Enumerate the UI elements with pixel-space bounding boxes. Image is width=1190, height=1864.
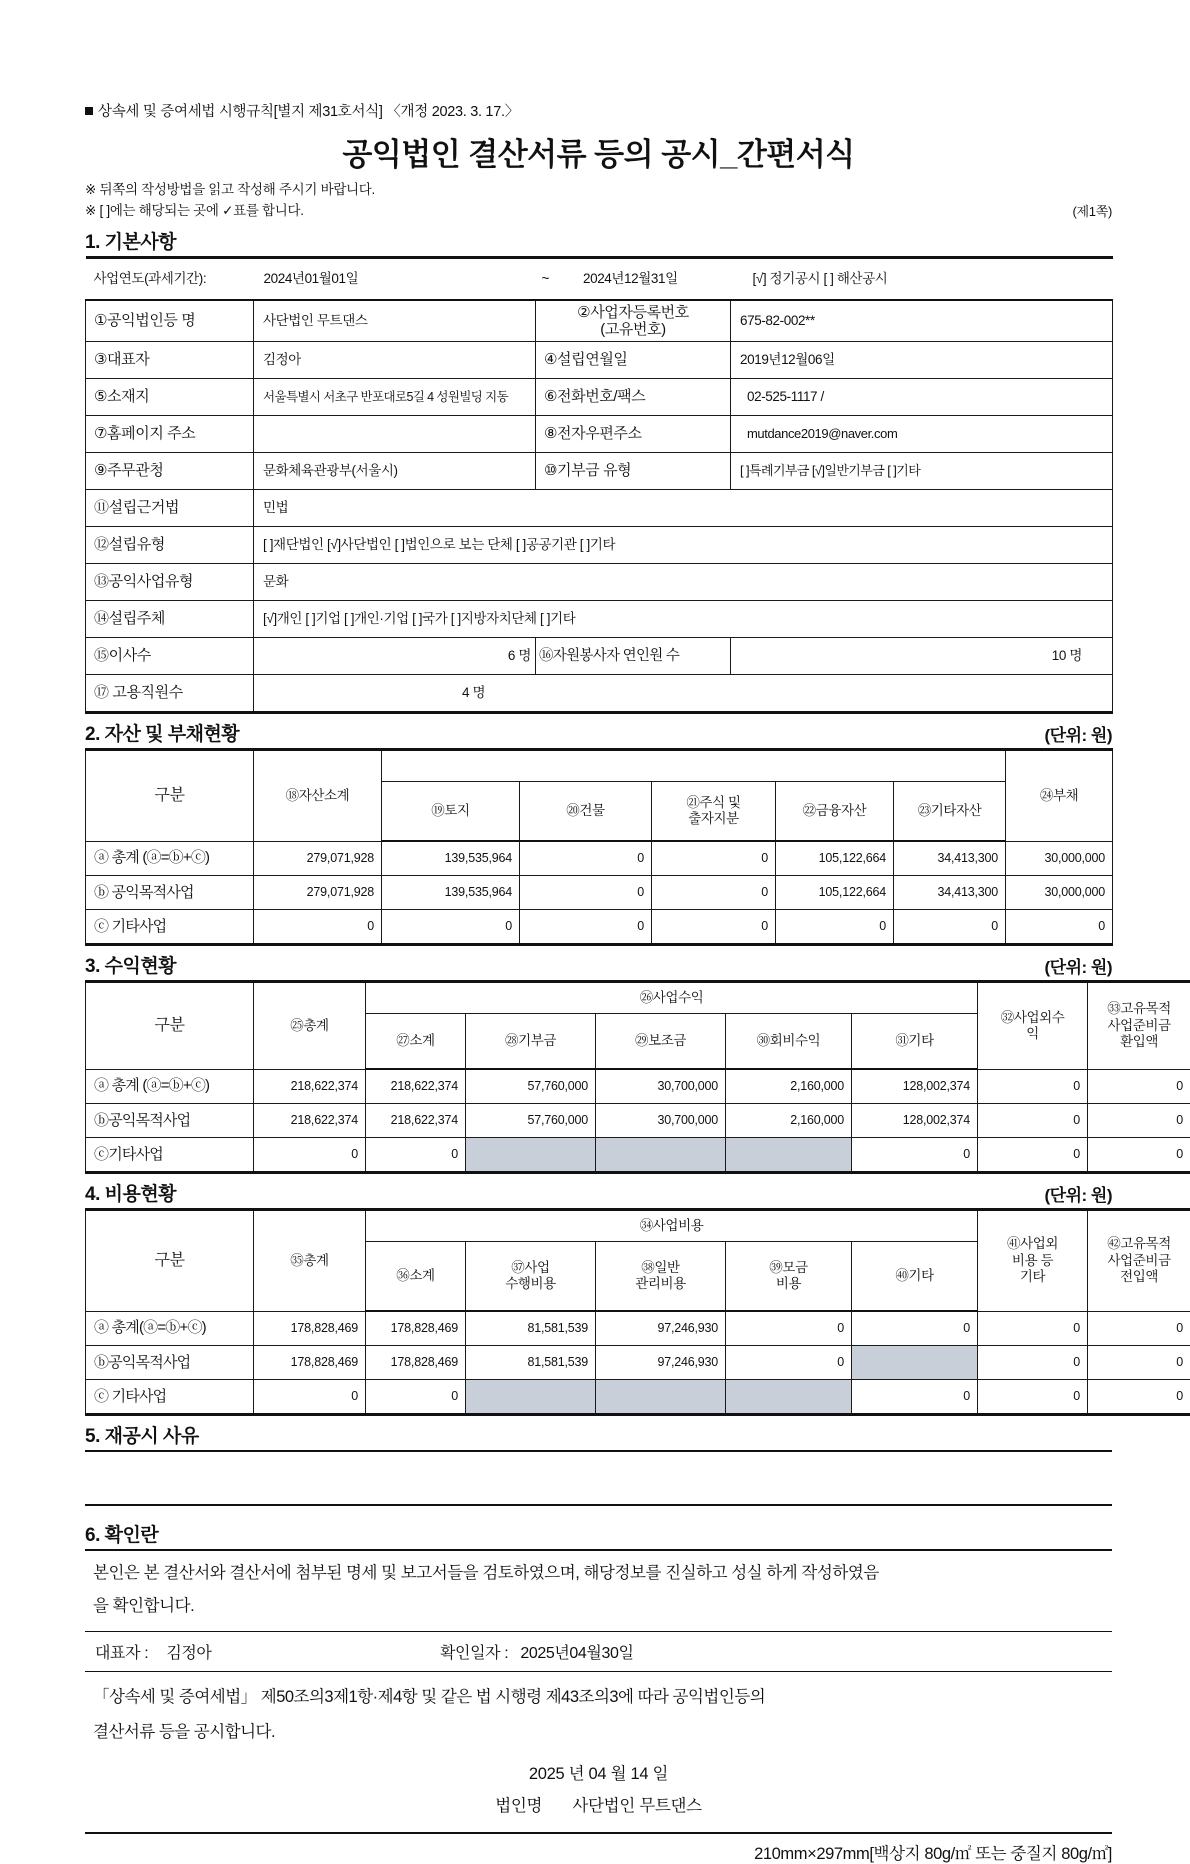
- bullet-square-icon: [85, 107, 93, 115]
- cell-value: 30,000,000: [1006, 876, 1113, 910]
- value-authority: 문화체육관광부(서울시): [254, 453, 536, 490]
- confirmation-statement-line2: 을 확인합니다.: [93, 1590, 1110, 1623]
- cell-value: 178,828,469: [366, 1346, 466, 1380]
- row-homepage: [86, 416, 1113, 453]
- header-assets-group: [382, 750, 1006, 782]
- section-6-label: 6. 확인란: [85, 1520, 158, 1547]
- cell-value: 0: [1088, 1138, 1190, 1173]
- section-4-unit: (단위: 원): [1045, 1181, 1112, 1206]
- cell-value: 0: [978, 1104, 1088, 1138]
- cell-value: 139,535,964: [382, 876, 520, 910]
- row-label-other-biz: ⓒ 기타사업: [86, 1380, 254, 1415]
- cell-value: 0: [978, 1346, 1088, 1380]
- section-4-label: 4. 비용현황: [85, 1179, 176, 1206]
- header-division: 구분: [86, 750, 254, 842]
- table-row: [86, 1138, 1190, 1173]
- row-public-biz-type: [86, 564, 1113, 601]
- cell-value: 178,828,469: [254, 1311, 366, 1346]
- header-admin-cost-line2: 관리비용: [601, 1276, 720, 1292]
- table-row: [86, 1346, 1190, 1380]
- header-business-income: ㉖사업수익: [366, 982, 978, 1014]
- header-non-business-income: [978, 982, 1088, 1070]
- cell-value: 0: [520, 841, 652, 876]
- header-expense-total: ㉟총계: [254, 1210, 366, 1312]
- section-2-unit: (단위: 원): [1045, 721, 1112, 746]
- header-exec-cost: [466, 1242, 596, 1312]
- header-land: ⑲토지: [382, 782, 520, 842]
- confirm-date-value: 2025년04월30일: [520, 1645, 633, 1662]
- header-reserve-reversal-line2: 사업준비금: [1093, 1018, 1185, 1034]
- row-label-public-purpose: ⓑ 공익목적사업: [86, 876, 254, 910]
- table-row: [86, 1380, 1190, 1415]
- row-employees: [86, 675, 1113, 713]
- cell-value: 218,622,374: [254, 1104, 366, 1138]
- cell-value: 57,760,000: [466, 1069, 596, 1104]
- cell-value: 0: [652, 910, 776, 945]
- cell-value: 0: [1006, 910, 1113, 945]
- cell-value: 0: [852, 1311, 978, 1346]
- label-employees-count: ⑰ 고용직원수: [86, 675, 254, 713]
- label-address: ⑤소재지: [86, 379, 254, 416]
- row-law-basis: [86, 490, 1113, 527]
- row-label-total: ⓐ 총계(ⓐ=ⓑ+ⓒ): [86, 1311, 254, 1346]
- value-address: 서울특별시 서초구 반포대로5길 4 성원빌딩 지동: [254, 379, 536, 416]
- cell-value: 97,246,930: [596, 1346, 726, 1380]
- label-founder: ⑭설립주체: [86, 601, 254, 638]
- header-reserve-reversal-line1: ㉝고유목적: [1093, 1001, 1185, 1017]
- section-4-title: [85, 1179, 1112, 1208]
- section-3-title: [85, 951, 1112, 980]
- value-volunteers-count: 10 명: [731, 638, 1113, 675]
- representative-label: 대표자 :: [95, 1645, 148, 1662]
- cell-value: 30,700,000: [596, 1069, 726, 1104]
- header-division: 구분: [86, 1210, 254, 1312]
- cell-value: 0: [254, 1138, 366, 1173]
- cell-value: 81,581,539: [466, 1311, 596, 1346]
- label-biz-reg-no-line2: (고유번호): [541, 321, 725, 338]
- cell-value: 0: [520, 910, 652, 945]
- revenue-table: [85, 980, 1190, 1174]
- table-row: [86, 1104, 1190, 1138]
- label-founded-date: ④설립연월일: [536, 342, 731, 379]
- form-code-line: [85, 100, 1112, 121]
- cell-value: 218,622,374: [254, 1069, 366, 1104]
- cell-value: 34,413,300: [894, 876, 1006, 910]
- section-6-title: [85, 1520, 1112, 1549]
- header-non-business-cost-line1: ㊶사업외: [983, 1236, 1082, 1252]
- cell-value-shaded: [726, 1138, 852, 1173]
- value-biz-reg-no: 675-82-002**: [731, 300, 1113, 342]
- assets-header-top-row: [86, 750, 1113, 782]
- header-liabilities: ㉔부채: [1006, 750, 1113, 842]
- section-2-title: [85, 719, 1112, 748]
- expense-table: [85, 1208, 1190, 1416]
- header-stocks: [652, 782, 776, 842]
- cell-value: 0: [652, 876, 776, 910]
- confirmation-block: [85, 1549, 1112, 1817]
- value-employees-count: 4 명: [254, 675, 1113, 713]
- header-subtotal: ㊱소계: [366, 1242, 466, 1312]
- period-end: 2024년12월31일: [583, 271, 678, 286]
- label-public-biz-type: ⑬공익사업유형: [86, 564, 254, 601]
- paper-spec: 210mm×297mm[백상지 80g/㎡ 또는 중질지 80g/㎡]: [754, 1845, 1112, 1863]
- header-reserve-reversal: [1088, 982, 1190, 1070]
- label-directors-count: ⑮이사수: [86, 638, 254, 675]
- row-founder: [86, 601, 1113, 638]
- value-founder: [√]개인 [ ]기업 [ ]개인·기업 [ ]국가 [ ]지방자치단체 [ ]기타: [254, 601, 1113, 638]
- value-law-basis: 민법: [254, 490, 1113, 527]
- cell-value: 139,535,964: [382, 841, 520, 876]
- header-revenue-total: ㉕총계: [254, 982, 366, 1070]
- header-other-revenue: ㉛기타: [852, 1014, 978, 1070]
- cell-value-shaded: [726, 1380, 852, 1415]
- cell-value: 128,002,374: [852, 1104, 978, 1138]
- row-label-total: ⓐ 총계 (ⓐ=ⓑ+ⓒ): [86, 841, 254, 876]
- cell-value: 0: [366, 1138, 466, 1173]
- cell-value-shaded: [466, 1138, 596, 1173]
- cell-value: 218,622,374: [366, 1104, 466, 1138]
- cell-value: 0: [1088, 1380, 1190, 1415]
- row-name: [86, 300, 1113, 342]
- page-title: 공익법인 결산서류 등의 공시_간편서식: [85, 129, 1112, 174]
- cell-value: 0: [366, 1380, 466, 1415]
- cell-value: 0: [852, 1380, 978, 1415]
- note-block: [85, 180, 1112, 222]
- representative-name: 김정아: [166, 1645, 211, 1662]
- cell-value: 0: [254, 910, 382, 945]
- cell-value: 0: [1088, 1069, 1190, 1104]
- cell-value: 0: [852, 1138, 978, 1173]
- header-non-business-cost-line3: 기타: [983, 1269, 1082, 1285]
- note-line-1: ※ 뒤쪽의 작성방법을 읽고 작성해 주시기 바랍니다.: [85, 180, 1112, 201]
- row-label-other-biz: ⓒ기타사업: [86, 1138, 254, 1173]
- table-row: [86, 876, 1113, 910]
- label-volunteers-count: ⑯자원봉사자 연인원 수: [536, 638, 731, 675]
- value-donation-type: [ ]특례기부금 [√]일반기부금 [ ]기타: [731, 453, 1113, 490]
- cell-value: 105,122,664: [776, 841, 894, 876]
- note-line-2: ※ [ ]에는 해당되는 곳에 ✓표를 합니다.: [85, 201, 1112, 222]
- header-subsidy: ㉙보조금: [596, 1014, 726, 1070]
- section-1-title: [85, 227, 1112, 256]
- legal-statement: [85, 1672, 1112, 1753]
- cell-value: 30,700,000: [596, 1104, 726, 1138]
- header-other-assets: ㉓기타자산: [894, 782, 1006, 842]
- cell-value: 34,413,300: [894, 841, 1006, 876]
- disclosure-type: [√] 정기공시 [ ] 해산공시: [731, 257, 1113, 300]
- row-authority: [86, 453, 1113, 490]
- cell-value-shaded: [466, 1380, 596, 1415]
- cell-value: 30,000,000: [1006, 841, 1113, 876]
- header-building: ⑳건물: [520, 782, 652, 842]
- section-3-label: 3. 수익현황: [85, 951, 176, 978]
- value-public-biz-type: 문화: [254, 564, 1113, 601]
- assets-liabilities-table: [85, 748, 1113, 946]
- label-corp-name: ①공익법인등 명: [86, 300, 254, 342]
- header-admin-cost-line1: ㊳일반: [601, 1260, 720, 1276]
- value-email: mutdance2019@naver.com: [731, 416, 1113, 453]
- header-membership-fee: ㉚회비수익: [726, 1014, 852, 1070]
- label-authority: ⑨주무관청: [86, 453, 254, 490]
- table-row: [86, 910, 1113, 945]
- header-division: 구분: [86, 982, 254, 1070]
- cell-value-shaded: [596, 1138, 726, 1173]
- row-representative: [86, 342, 1113, 379]
- cell-value: 0: [726, 1311, 852, 1346]
- cell-value: 279,071,928: [254, 876, 382, 910]
- value-directors-count: 6 명: [254, 638, 536, 675]
- header-non-business-cost-line2: 비용 등: [983, 1253, 1082, 1269]
- value-representative: 김정아: [254, 342, 536, 379]
- cell-value: 2,160,000: [726, 1104, 852, 1138]
- section-3-unit: (단위: 원): [1045, 953, 1112, 978]
- cell-value: 0: [1088, 1346, 1190, 1380]
- cell-value: 0: [978, 1311, 1088, 1346]
- label-donation-type: ⑩기부금 유형: [536, 453, 731, 490]
- cell-value: 0: [1088, 1311, 1190, 1346]
- value-homepage: [254, 416, 536, 453]
- section-2-label: 2. 자산 및 부채현황: [85, 719, 239, 746]
- row-label-public-purpose: ⓑ공익목적사업: [86, 1346, 254, 1380]
- value-phone-fax: 02-525-1117 /: [731, 379, 1113, 416]
- confirmation-statement: [85, 1551, 1112, 1632]
- label-establishment-type: ⑫설립유형: [86, 527, 254, 564]
- label-phone-fax: ⑥전화번호/팩스: [536, 379, 731, 416]
- cell-value: 0: [894, 910, 1006, 945]
- period-label: 사업연도(과세기간):: [86, 257, 254, 300]
- form-code-text: 상속세 및 증여세법 시행규칙[별지 제31호서식] 〈개정 2023. 3. 17.〉: [98, 104, 519, 120]
- row-address: [86, 379, 1113, 416]
- label-law-basis: ⑪설립근거법: [86, 490, 254, 527]
- submission-date: 2025 년 04 월 14 일: [85, 1754, 1112, 1786]
- footer: [85, 1832, 1112, 1864]
- legal-statement-line2: 결산서류 등을 공시합니다.: [93, 1715, 1110, 1750]
- label-representative: ③대표자: [86, 342, 254, 379]
- header-fundraising-cost: [726, 1242, 852, 1312]
- value-founded-date: 2019년12월06일: [731, 342, 1113, 379]
- header-exec-cost-line1: ㊲사업: [471, 1260, 590, 1276]
- cell-value: 0: [978, 1138, 1088, 1173]
- header-assets-subtotal: ⑱자산소계: [254, 750, 382, 842]
- cell-value: 128,002,374: [852, 1069, 978, 1104]
- page-number: (제1쪽): [1072, 202, 1112, 222]
- header-other-cost: ㊵기타: [852, 1242, 978, 1312]
- header-subtotal: ㉗소계: [366, 1014, 466, 1070]
- row-establishment-type: [86, 527, 1113, 564]
- header-reserve-transfer-line2: 사업준비금: [1093, 1253, 1185, 1269]
- header-financial-assets: ㉒금융자산: [776, 782, 894, 842]
- cell-value: 218,622,374: [366, 1069, 466, 1104]
- row-label-public-purpose: ⓑ공익목적사업: [86, 1104, 254, 1138]
- cell-value: 2,160,000: [726, 1069, 852, 1104]
- header-exec-cost-line2: 수행비용: [471, 1276, 590, 1292]
- basic-info-table: [85, 256, 1113, 715]
- expense-header-top-row: [86, 1210, 1190, 1242]
- confirm-date-field: [440, 1640, 634, 1663]
- row-label-total: ⓐ 총계 (ⓐ=ⓑ+ⓒ): [86, 1069, 254, 1104]
- cell-value: 57,760,000: [466, 1104, 596, 1138]
- cell-value: 0: [776, 910, 894, 945]
- redisclosure-reason-box[interactable]: [85, 1450, 1112, 1506]
- header-stocks-line2: 출자지분: [657, 811, 770, 827]
- header-admin-cost: [596, 1242, 726, 1312]
- period-end-group: [536, 257, 731, 300]
- cell-value: 81,581,539: [466, 1346, 596, 1380]
- cell-value-shaded: [852, 1346, 978, 1380]
- signature-row: [85, 1632, 1112, 1672]
- header-non-business-cost: [978, 1210, 1088, 1312]
- cell-value: 178,828,469: [366, 1311, 466, 1346]
- table-row: [86, 1311, 1190, 1346]
- value-establishment-type: [ ]재단법인 [√]사단법인 [ ]법인으로 보는 단체 [ ]공공기관 [ ]기타: [254, 527, 1113, 564]
- period-start: 2024년01월01일: [254, 257, 536, 300]
- legal-statement-line1: 「상속세 및 증여세법」 제50조의3제1항·제4항 및 같은 법 시행령 제43조의3에 따라 공익법인등의: [93, 1680, 1110, 1715]
- cell-value: 279,071,928: [254, 841, 382, 876]
- cell-value: 0: [652, 841, 776, 876]
- row-label-other-biz: ⓒ 기타사업: [86, 910, 254, 945]
- period-tilde: ~: [542, 271, 549, 286]
- corporation-line: [85, 1786, 1112, 1818]
- revenue-header-top-row: [86, 982, 1190, 1014]
- header-donation: ㉘기부금: [466, 1014, 596, 1070]
- label-email: ⑧전자우편주소: [536, 416, 731, 453]
- label-biz-reg-no-line1: ②사업자등록번호: [541, 304, 725, 321]
- table-row: [86, 841, 1113, 876]
- cell-value: 105,122,664: [776, 876, 894, 910]
- section-1-label: 1. 기본사항: [85, 227, 176, 254]
- corporation-name: 사단법인 무트댄스: [572, 1797, 701, 1815]
- header-stocks-line1: ㉑주식 및: [657, 795, 770, 811]
- cell-value: 0: [978, 1380, 1088, 1415]
- cell-value: 97,246,930: [596, 1311, 726, 1346]
- cell-value: 178,828,469: [254, 1346, 366, 1380]
- header-non-business-income-line1: ㉜사업외수: [983, 1010, 1082, 1026]
- label-homepage: ⑦홈페이지 주소: [86, 416, 254, 453]
- header-fundraising-cost-line2: 비용: [731, 1276, 846, 1292]
- cell-value: 0: [520, 876, 652, 910]
- cell-value: 0: [254, 1380, 366, 1415]
- cell-value: 0: [382, 910, 520, 945]
- table-row: [86, 1069, 1190, 1104]
- confirm-date-label: 확인일자 :: [440, 1645, 508, 1662]
- cell-value: 0: [726, 1346, 852, 1380]
- section-5-title: [85, 1421, 1112, 1450]
- cell-value-shaded: [596, 1380, 726, 1415]
- section-5-label: 5. 재공시 사유: [85, 1421, 199, 1448]
- header-reserve-transfer: [1088, 1210, 1190, 1312]
- row-directors: [86, 638, 1113, 675]
- business-period-row: [86, 257, 1113, 300]
- value-corp-name: 사단법인 무트댄스: [254, 300, 536, 342]
- label-biz-reg-no: [536, 300, 731, 342]
- header-reserve-transfer-line1: ㊷고유목적: [1093, 1236, 1185, 1252]
- cell-value: 0: [1088, 1104, 1190, 1138]
- representative-field: [95, 1640, 440, 1663]
- header-fundraising-cost-line1: ㊴모금: [731, 1260, 846, 1276]
- header-reserve-reversal-line3: 환입액: [1093, 1034, 1185, 1050]
- header-non-business-income-line2: 익: [983, 1026, 1082, 1042]
- cell-value: 0: [978, 1069, 1088, 1104]
- header-business-cost: ㉞사업비용: [366, 1210, 978, 1242]
- corporation-label: 법인명: [495, 1797, 542, 1815]
- confirmation-statement-line1: 본인은 본 결산서와 결산서에 첨부된 명세 및 보고서들을 검토하였으며, 해당정보를 진실하고 성실 하게 작성하였음: [93, 1557, 1110, 1590]
- header-reserve-transfer-line3: 전입액: [1093, 1269, 1185, 1285]
